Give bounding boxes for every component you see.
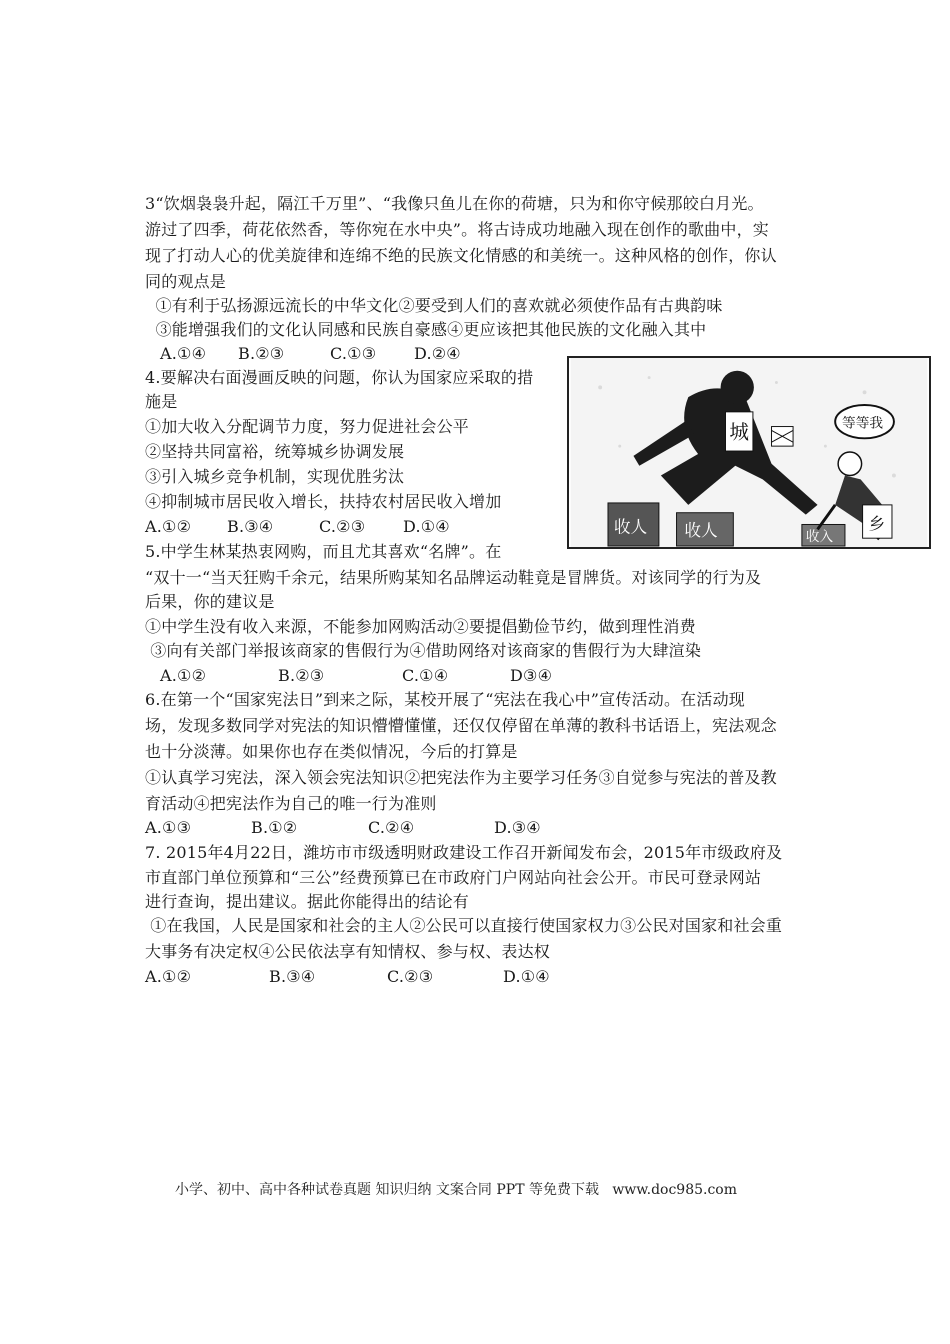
q5-option-a: A.①② <box>160 666 207 685</box>
q4-statement-4: ④抑制城市居民收入增长，扶持农村居民收入增加 <box>145 492 502 511</box>
cartoon-block-left-label: 收人 <box>613 517 648 537</box>
q5-statement-2: ③向有关部门举报该商家的售假行为④借助网络对该商家的售假行为大肆渲染 <box>145 641 702 660</box>
q3-line-4: 同的观点是 <box>145 272 227 291</box>
cartoon-city-label: 城 <box>729 420 750 444</box>
q7-option-c: C.②③ <box>387 967 434 986</box>
q4-option-d: D.①④ <box>403 517 450 536</box>
q4-statement-3: ③引入城乡竞争机制，实现优胜劣汰 <box>145 467 405 486</box>
q3-option-b: B.②③ <box>238 344 285 363</box>
q5-option-d: D③④ <box>510 666 553 685</box>
cartoon-image <box>567 356 931 549</box>
q4-option-c: C.②③ <box>319 517 366 536</box>
q3-line-2: 游过了四季，荷花依然香，等你宛在水中央”。将古诗成功地融入现在创作的歌曲中，实 <box>145 220 769 239</box>
q7-option-d: D.①④ <box>503 967 550 986</box>
q4-options <box>145 515 450 539</box>
q4-line-1: 4.要解决右面漫画反映的问题，你认为国家应采取的措 <box>145 368 534 387</box>
q5-line-3: 后果，你的建议是 <box>145 592 275 611</box>
q5-option-b: B.②③ <box>278 666 325 685</box>
q3-statement-1: ①有利于弘扬源远流长的中华文化②要受到人们的喜欢就必须使作品有古典韵味 <box>145 296 723 315</box>
q6-option-c: C.②④ <box>368 818 415 837</box>
cartoon-speech-bubble: 等等我 <box>842 415 884 432</box>
q6-line-3: 也十分淡薄。如果你也存在类似情况，今后的打算是 <box>145 742 518 761</box>
q3-option-c: C.①③ <box>330 344 377 363</box>
q6-line-2: 场，发现多数同学对宪法的知识懵懵懂懂，还仅仅停留在单薄的教科书话语上，宪法观念 <box>145 716 777 735</box>
q6-option-d: D.③④ <box>494 818 541 837</box>
q3-option-a: A.①④ <box>160 344 207 363</box>
q7-option-b: B.③④ <box>269 967 316 986</box>
q4-option-b: B.③④ <box>227 517 274 536</box>
q5-line-2: “双十一“当天狂购千余元，结果所购某知名品牌运动鞋竟是冒牌货。对该同学的行为及 <box>145 568 762 587</box>
q3-line-1: 3“饮烟袅袅升起，隔江千万里”、“我像只鱼儿在你的荷塘，只为和你守候那皎白月光。 <box>145 194 764 213</box>
q3-statement-2: ③能增强我们的文化认同感和民族自豪感④更应该把其他民族的文化融入其中 <box>145 320 707 339</box>
q7-line-5: 大事务有决定权④公民依法享有知情权、参与权、表达权 <box>145 942 551 961</box>
q4-statement-2: ②坚持共同富裕，统筹城乡协调发展 <box>145 442 405 461</box>
q4-line-2: 施是 <box>145 392 178 411</box>
q7-line-4: ①在我国，人民是国家和社会的主人②公民可以直接行使国家权力③公民对国家和社会重 <box>145 916 783 935</box>
q6-line-5: 育活动④把宪法作为自己的唯一行为准则 <box>145 794 437 813</box>
q3-options <box>160 342 461 366</box>
q5-line-1: 5.中学生林某热衷网购，而且尤其喜欢“名牌”。在 <box>145 542 502 561</box>
footer-text: 小学、初中、高中各种试卷真题 知识归纳 文案合同 PPT 等免费下载 www.doc985.com <box>175 1182 738 1198</box>
q5-options <box>160 664 552 688</box>
q6-option-a: A.①③ <box>145 818 192 837</box>
q3-option-d: D.②④ <box>414 344 461 363</box>
q6-line-4: ①认真学习宪法，深入领会宪法知识②把宪法作为主要学习任务③自觉参与宪法的普及教 <box>145 768 777 787</box>
cartoon-rural-label: 乡 <box>868 514 886 534</box>
q6-options <box>145 816 541 840</box>
q4-option-a: A.①② <box>145 517 192 536</box>
q7-line-2: 市直部门单位预算和“三公”经费预算已在市政府门户网站向社会公开。市民可登录网站 <box>145 868 762 887</box>
q5-option-c: C.①④ <box>402 666 449 685</box>
q4-statement-1: ①加大收入分配调节力度，努力促进社会公平 <box>145 417 470 436</box>
cartoon-block-small-label: 收入 <box>805 529 834 546</box>
q3-line-3: 现了打动人心的优美旋律和连绵不绝的民族文化情感的和美统一。这种风格的创作，你认 <box>145 246 777 265</box>
q6-option-b: B.①② <box>251 818 298 837</box>
q7-options <box>145 965 550 989</box>
q7-line-1: 7. 2015年4月22日，潍坊市市级透明财政建设工作召开新闻发布会，2015年市级政府及 <box>145 843 783 862</box>
q7-option-a: A.①② <box>145 967 192 986</box>
q6-line-1: 6.在第一个“国家宪法日”到来之际，某校开展了“宪法在我心中”宣传活动。在活动现 <box>145 690 745 709</box>
q5-statement-1: ①中学生没有收入来源，不能参加网购活动②要提倡勤俭节约，做到理性消费 <box>145 617 696 636</box>
q7-line-3: 进行查询，提出建议。据此你能得出的结论有 <box>145 892 470 911</box>
cartoon-block-right-label: 收人 <box>684 521 718 541</box>
